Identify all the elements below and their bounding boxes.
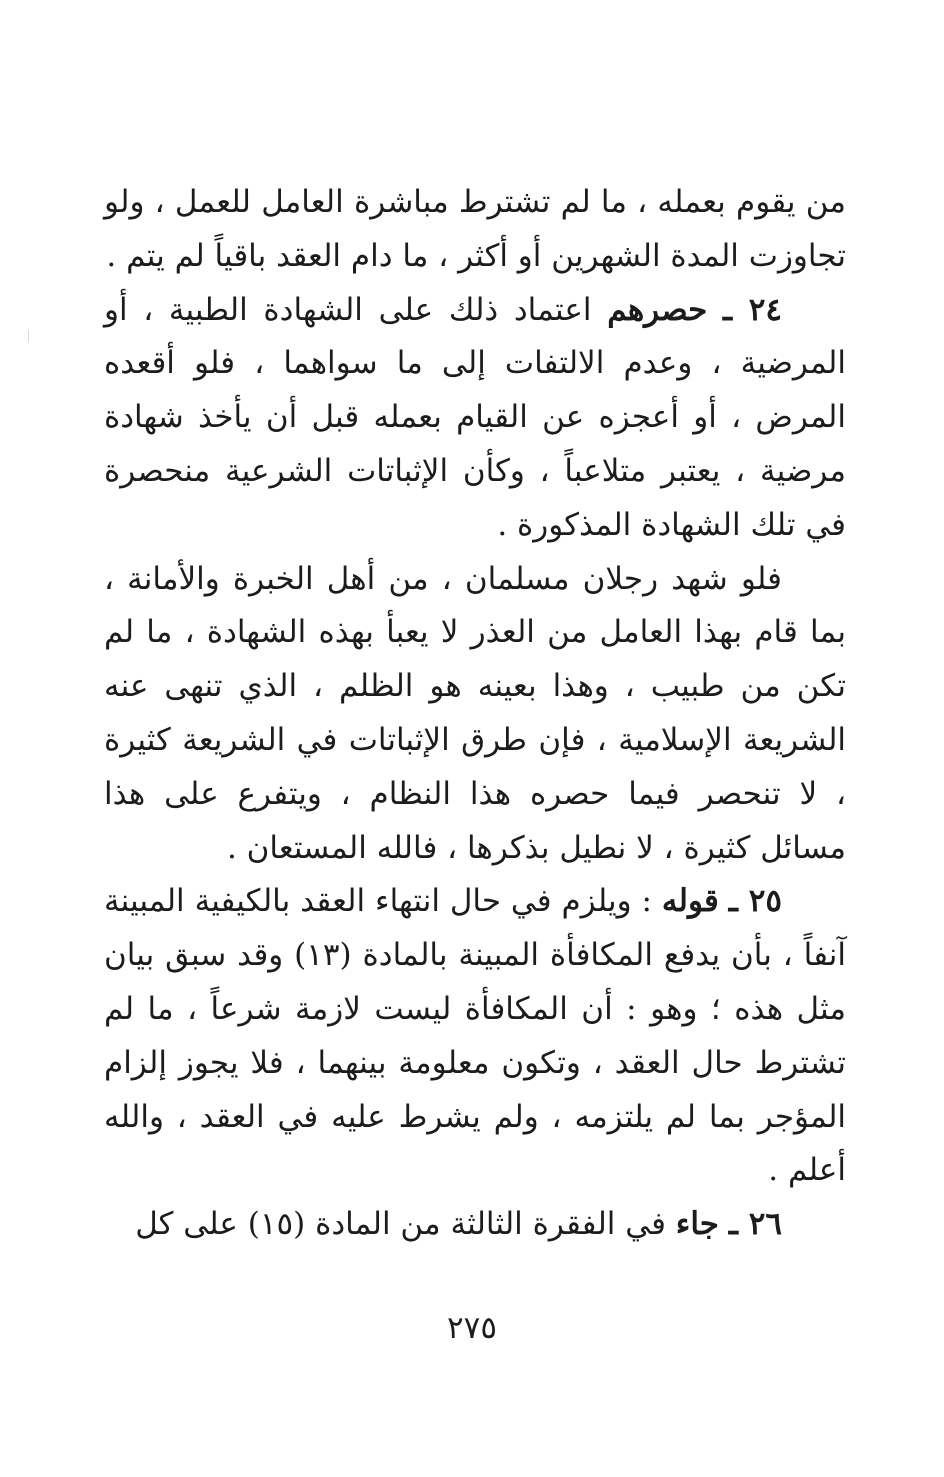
paragraph-plain [104,553,846,876]
item-number: ٢٥ ـ [728,883,782,920]
paragraph-text: فلو شهد رجلان مسلمان ، من أهل الخبرة والأمانة ، بما قام بهذا العامل من العذر لا يعبأ بهذه الشهادة ، ما لم تكن من طبيب ، وهذا بعينه هو الظلم ، الذي تنهى عنه الشريعة الإسلامية ، فإن طرق الإثباتات في الشريعة كثيرة ، لا تنحصر فيما حصره هذا النظام ، ويتفرع على هذا مسائل كثيرة ، لا نطيل بذكرها ، فالله المستعان . [104,560,846,866]
paragraph-text: اعتماد ذلك على الشهادة الطبية ، أو المرضية ، وعدم الالتفات إلى ما سواهما ، فلو أقعده المرض ، أو أعجزه عن القيام بعمله قبل أن يأخذ شهادة مرضية ، يعتبر متلاعباً ، وكأن الإثباتات الشرعية منحصرة في تلك الشهادة المذكورة . [104,291,846,543]
page-body [104,176,846,1252]
item-keyword: حصرهم [607,291,708,328]
page-number: ٢٧٥ [447,1310,497,1346]
paragraph-text: في الفقرة الثالثة من المادة (١٥) على كل [135,1206,666,1243]
item-number: ٢٦ ـ [728,1206,782,1243]
paragraph-continuation [104,176,846,284]
item-number: ٢٤ ـ [723,291,782,328]
paragraph-item-24 [104,284,846,553]
paragraph-text: : ويلزم في حال انتهاء العقد بالكيفية المبينة آنفاً ، بأن يدفع المكافأة المبينة بالمادة (١٣) وقد سبق بيان مثل هذه ؛ وهو : أن المكافأة ليست لازمة شرعاً ، ما لم تشترط حال العقد ، وتكون معلومة بينهما ، فلا يجوز إلزام المؤجر بما لم يلتزمه ، ولم يشرط عليه في العقد ، والله أعلم . [104,883,847,1189]
item-keyword: قوله [661,883,719,920]
scan-speck [28,330,29,342]
paragraph-item-26 [104,1198,846,1252]
item-keyword: جاء [675,1206,719,1243]
paragraph-item-25 [104,875,846,1198]
paragraph-text: من يقوم بعمله ، ما لم تشترط مباشرة العامل للعمل ، ولو تجاوزت المدة الشهرين أو أكثر ، ما دام العقد باقياً لم يتم . [104,184,846,274]
